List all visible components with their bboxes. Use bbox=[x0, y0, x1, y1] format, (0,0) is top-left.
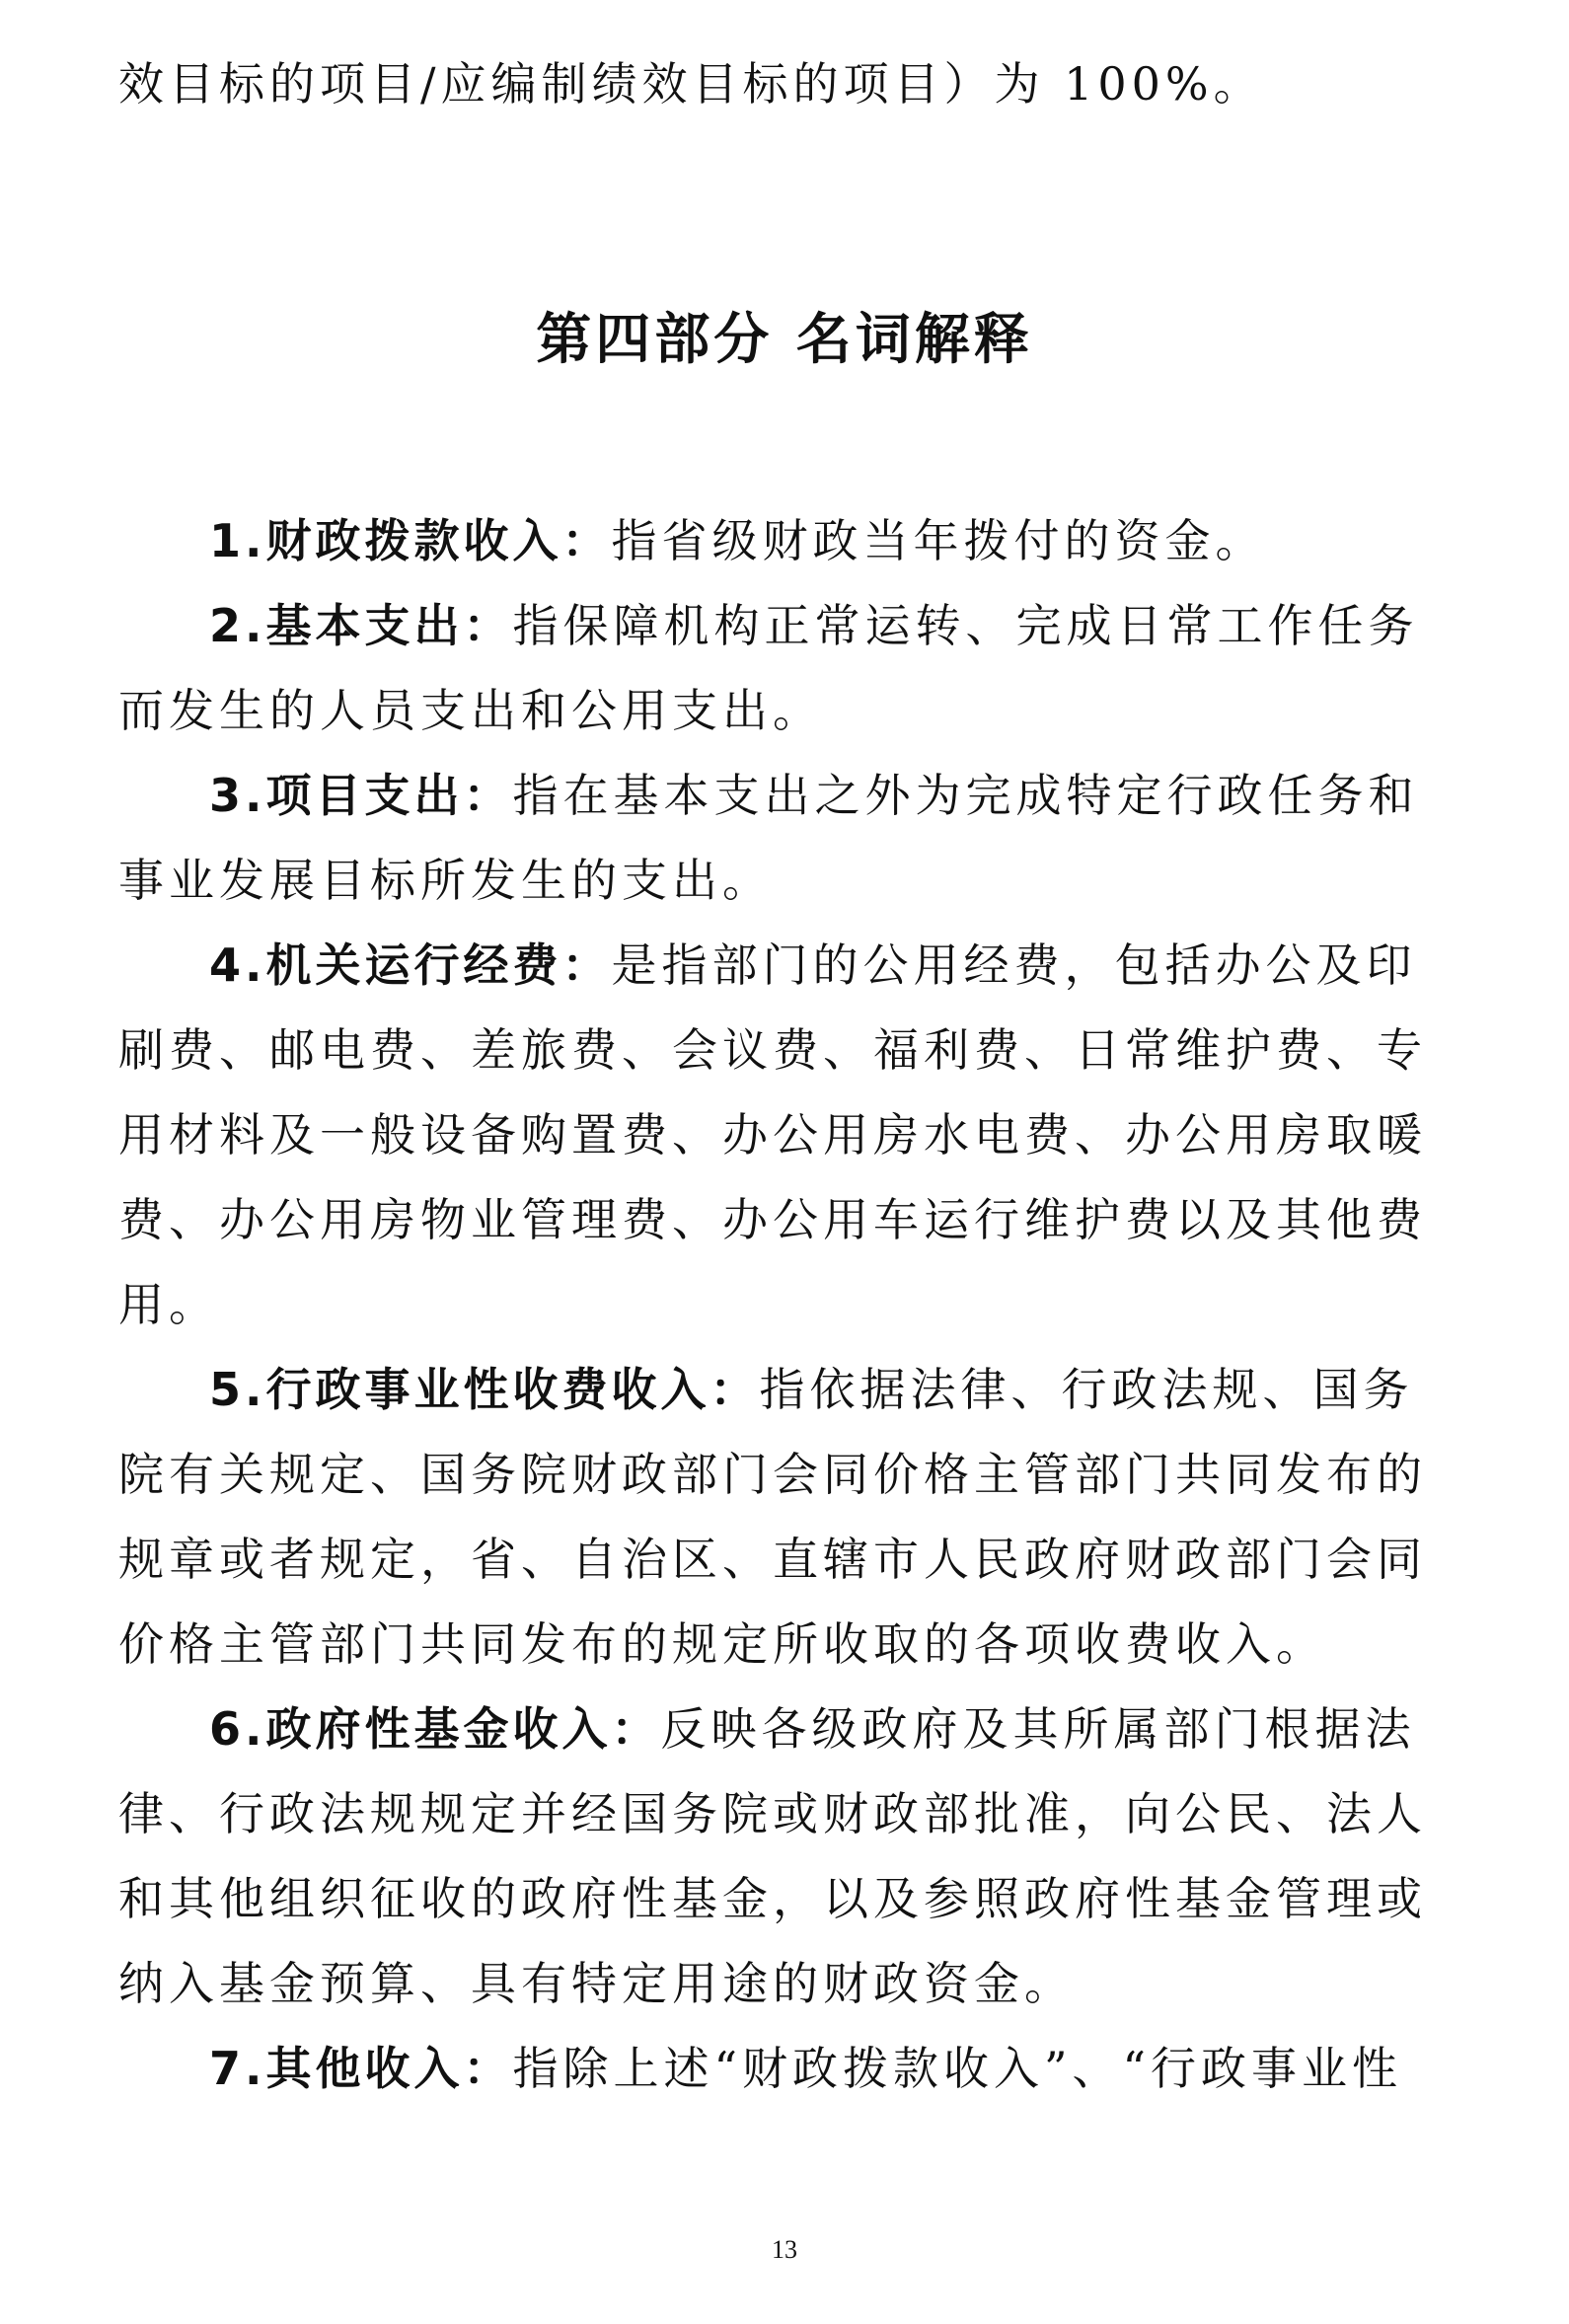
item-5-text: 指依据法律、行政法规、国务 bbox=[759, 1363, 1414, 1416]
item-1-line-1 bbox=[209, 498, 1411, 583]
item-4-line-2: 刷费、邮电费、差旅费、会议费、福利费、日常维护费、专 bbox=[118, 1023, 1427, 1077]
item-7-line-1 bbox=[209, 2026, 1411, 2111]
item-5-line-4: 价格主管部门共同发布的规定所收取的各项收费收入。 bbox=[118, 1617, 1326, 1671]
item-5-term: 5.行政事业性收费收入： bbox=[209, 1363, 760, 1416]
item-1-text: 指省级财政当年拨付的资金。 bbox=[611, 514, 1266, 567]
item-4-line-1 bbox=[209, 923, 1417, 1008]
item-3-text: 指在基本支出之外为完成特定行政任务和 bbox=[512, 769, 1419, 822]
item-1-term: 1.财政拨款收入： bbox=[209, 514, 612, 567]
item-4-line-5: 用。 bbox=[118, 1278, 219, 1331]
item-6-line-1 bbox=[209, 1687, 1416, 1771]
item-4-text: 是指部门的公用经费，包括办公及印 bbox=[611, 938, 1417, 992]
item-5-line-2: 院有关规定、国务院财政部门会同价格主管部门共同发布的 bbox=[118, 1448, 1427, 1501]
page-number: 13 bbox=[772, 2235, 797, 2264]
item-2-term: 2.基本支出： bbox=[209, 599, 513, 652]
item-2-line-1 bbox=[209, 583, 1419, 668]
item-7-text: 指除上述“财政拨款收入”、“行政事业性 bbox=[512, 2042, 1403, 2095]
item-6-line-2: 律、行政法规规定并经国务院或财政部批准，向公民、法人 bbox=[118, 1787, 1427, 1840]
item-4-term: 4.机关运行经费： bbox=[209, 938, 612, 992]
item-4-line-3: 用材料及一般设备购置费、办公用房水电费、办公用房取暖 bbox=[118, 1108, 1427, 1162]
item-5-line-1 bbox=[209, 1347, 1414, 1432]
item-4-line-4: 费、办公用房物业管理费、办公用车运行维护费以及其他费 bbox=[118, 1193, 1427, 1246]
item-2-line-2: 而发生的人员支出和公用支出。 bbox=[118, 684, 823, 737]
item-6-term: 6.政府性基金收入： bbox=[209, 1702, 661, 1756]
item-5-line-3: 规章或者规定，省、自治区、直辖市人民政府财政部门会同 bbox=[118, 1533, 1427, 1586]
item-7-term: 7.其他收入： bbox=[209, 2042, 513, 2095]
continuation-text: 效目标的项目/应编制绩效目标的项目）为 100%。 bbox=[118, 57, 1264, 111]
item-3-line-1 bbox=[209, 753, 1419, 838]
item-2-text: 指保障机构正常运转、完成日常工作任务 bbox=[512, 599, 1419, 652]
item-3-term: 3.项目支出： bbox=[209, 769, 513, 822]
section-heading: 第四部分 名词解释 bbox=[536, 308, 1033, 372]
item-6-line-3: 和其他组织征收的政府性基金，以及参照政府性基金管理或 bbox=[118, 1872, 1427, 1925]
item-6-text: 反映各级政府及其所属部门根据法 bbox=[660, 1702, 1416, 1756]
item-6-line-4: 纳入基金预算、具有特定用途的财政资金。 bbox=[118, 1957, 1075, 2010]
item-3-line-2: 事业发展目标所发生的支出。 bbox=[118, 854, 773, 907]
